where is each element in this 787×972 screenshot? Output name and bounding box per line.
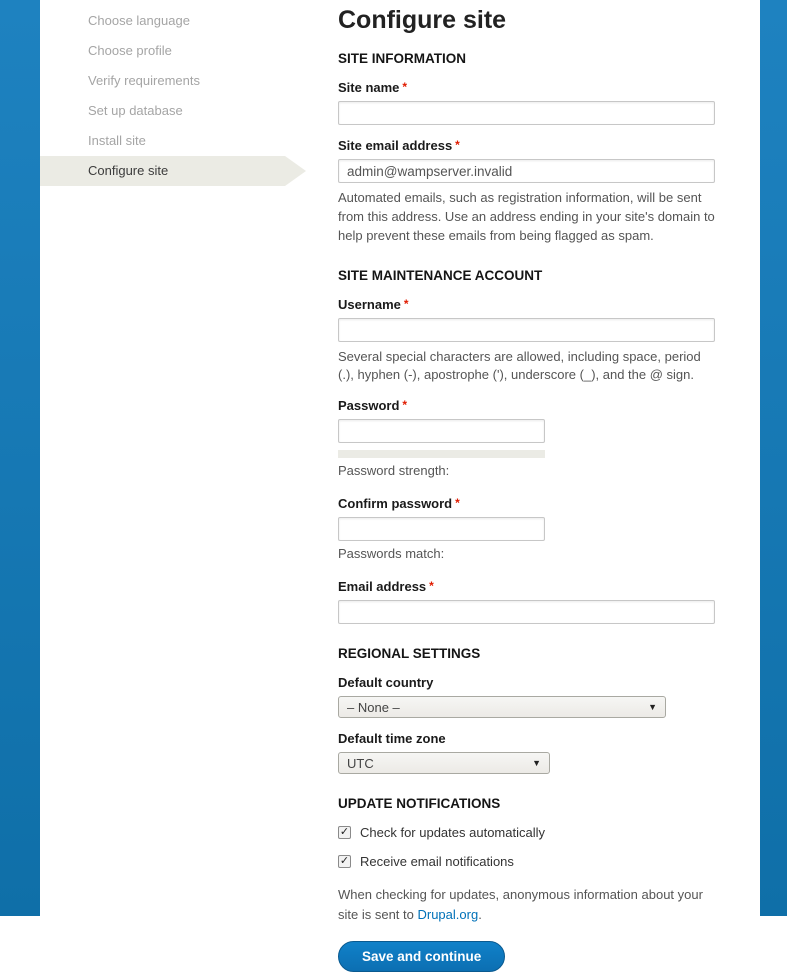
configure-site-form (338, 0, 715, 972)
receive-email-checkbox-row[interactable] (338, 854, 715, 869)
default-country-field-group (338, 675, 715, 718)
sidebar-item-verify-requirements: Verify requirements (88, 73, 200, 88)
required-marker: * (455, 138, 460, 152)
update-notifications-heading: UPDATE NOTIFICATIONS (338, 796, 501, 812)
install-steps-sidebar (40, 6, 285, 186)
site-email-label: Site email address * (338, 138, 460, 153)
check-updates-checkbox-row[interactable] (338, 825, 715, 840)
save-and-continue-button[interactable]: Save and continue (338, 941, 505, 972)
sidebar-item-set-up-database: Set up database (88, 103, 183, 118)
default-time-zone-label: Default time zone (338, 731, 446, 747)
left-blue-stripe (0, 0, 40, 916)
sidebar-item-configure-site: Configure site (40, 156, 285, 186)
password-label: Password * (338, 398, 408, 414)
check-updates-label: Check for updates automatically (360, 825, 545, 841)
required-marker: * (402, 80, 408, 94)
maintenance-account-heading: SITE MAINTENANCE ACCOUNT (338, 267, 543, 283)
password-strength-bar (338, 450, 545, 458)
site-information-heading: SITE INFORMATION (338, 51, 466, 66)
confirm-password-label: Confirm password * (338, 496, 460, 512)
drupal-org-link[interactable]: Drupal.org (417, 906, 479, 922)
username-label: Username * (338, 296, 409, 312)
required-marker: * (429, 579, 434, 594)
site-name-field-group (338, 80, 715, 125)
default-country-select[interactable] (338, 696, 666, 718)
sidebar-item-install-site: Install site (88, 133, 146, 148)
site-email-field-group (338, 138, 715, 246)
confirm-password-input[interactable] (338, 517, 545, 541)
site-name-input[interactable] (338, 101, 715, 125)
password-field-group (338, 398, 715, 478)
default-country-selected-value: – None – (347, 699, 400, 715)
email-label: Email address * (338, 579, 434, 595)
username-description: Several special characters are allowed, including space, period (.), hyphen (-), apostrophe ('), underscore (_), and the @ sign. (338, 348, 701, 383)
site-email-description: Automated emails, such as registration information, will be sent from this address. Use an address ending in your site's domain to help prevent these emails from being flagged as spam. (338, 190, 715, 243)
page-title: Configure site (338, 6, 507, 34)
site-name-label: Site name * (338, 80, 408, 95)
checkbox-checked-icon[interactable]: ✓ (339, 855, 350, 868)
username-input[interactable] (338, 318, 715, 342)
email-field-group (338, 579, 715, 624)
default-time-zone-field-group (338, 731, 715, 774)
site-email-input[interactable] (338, 159, 715, 183)
email-input[interactable] (338, 600, 715, 624)
required-marker: * (455, 496, 460, 511)
checkbox-checked-icon[interactable]: ✓ (339, 826, 350, 839)
username-field-group (338, 297, 715, 386)
password-strength-label: Password strength: (338, 463, 450, 479)
sidebar-item-choose-language: Choose language (88, 13, 190, 28)
required-marker: * (403, 296, 409, 311)
passwords-match-label: Passwords match: (338, 546, 445, 562)
dropdown-arrow-icon: ▼ (532, 758, 541, 769)
required-marker: * (402, 398, 408, 413)
update-notifications-note: When checking for updates, anonymous information about your site is sent to Drupal.org. (338, 887, 703, 922)
dropdown-arrow-icon: ▼ (648, 702, 657, 713)
regional-settings-heading: REGIONAL SETTINGS (338, 646, 481, 662)
default-time-zone-selected-value: UTC (347, 755, 374, 771)
right-blue-stripe (760, 0, 787, 916)
password-input[interactable] (338, 419, 545, 443)
default-country-label: Default country (338, 675, 434, 691)
confirm-password-field-group (338, 496, 715, 561)
sidebar-item-choose-profile: Choose profile (88, 43, 172, 58)
default-time-zone-select[interactable] (338, 752, 550, 774)
receive-email-label: Receive email notifications (360, 854, 514, 870)
